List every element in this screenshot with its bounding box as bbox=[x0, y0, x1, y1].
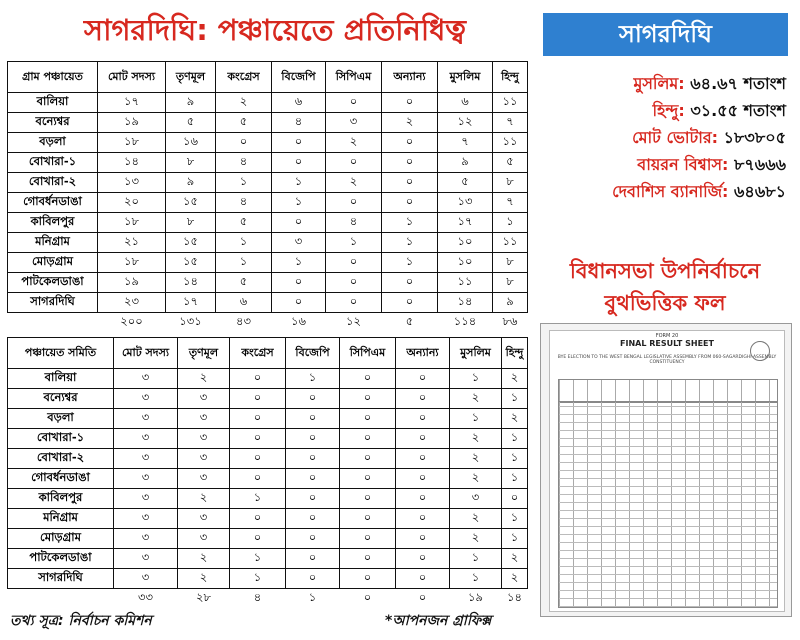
column-header: কংগ্রেস bbox=[216, 62, 272, 93]
table-cell: ৯ bbox=[438, 153, 493, 173]
column-header: মোট সদস্য bbox=[98, 62, 166, 93]
stat-label: হিন্দু: bbox=[652, 101, 685, 120]
stat-value: ১৮৩৮০৫ bbox=[723, 128, 786, 147]
table-cell: ১ bbox=[382, 253, 438, 273]
table-row bbox=[8, 253, 528, 273]
table-row bbox=[8, 469, 528, 489]
column-header: মুসলিম bbox=[450, 338, 502, 369]
table-cell: ০ bbox=[396, 409, 450, 429]
column-header: গ্রাম পঞ্চায়েত bbox=[8, 62, 98, 93]
table-cell: ১১ bbox=[438, 273, 493, 293]
table-cell: ৭ bbox=[493, 193, 528, 213]
table-header-row bbox=[8, 62, 528, 93]
total-cell bbox=[8, 313, 98, 333]
total-cell: ১৩১ bbox=[179, 314, 202, 328]
column-header: মোট সদস্য bbox=[114, 338, 178, 369]
table-row bbox=[8, 213, 528, 233]
table-cell: ০ bbox=[272, 213, 326, 233]
panchayat-samiti-table bbox=[7, 337, 528, 608]
column-header: অন্যান্য bbox=[396, 338, 450, 369]
table-cell: ৫ bbox=[216, 213, 272, 233]
table-cell: ০ bbox=[340, 409, 396, 429]
table-cell: ১৬ bbox=[166, 133, 216, 153]
total-cell: ৮৬ bbox=[502, 314, 518, 328]
table-cell: ০ bbox=[216, 133, 272, 153]
source-note: তথ্য সূত্র: নির্বাচন কমিশন bbox=[10, 613, 152, 629]
table-cell: ০ bbox=[396, 429, 450, 449]
table-cell: ০ bbox=[286, 469, 340, 489]
table-cell: ৩ bbox=[114, 449, 178, 469]
table-cell: ৩ bbox=[114, 369, 178, 389]
total-cell: ২৮ bbox=[196, 590, 211, 604]
table-cell: ০ bbox=[340, 489, 396, 509]
table-cell: ০ bbox=[396, 449, 450, 469]
page-title: সাগরদিঘি: পঞ্চায়েতে প্রতিনিধিত্ব bbox=[83, 13, 467, 47]
table-cell: ১৫ bbox=[166, 253, 216, 273]
table-cell: ০ bbox=[286, 509, 340, 529]
row-name-cell: মোড়গ্রাম bbox=[8, 529, 114, 549]
table-cell: ০ bbox=[326, 93, 382, 113]
table-cell: ১ bbox=[493, 213, 528, 233]
table-cell: ১ bbox=[502, 469, 528, 489]
table-cell: ০ bbox=[286, 429, 340, 449]
table-cell: ৩ bbox=[114, 409, 178, 429]
stat-value: ৮৭৬৬৬ bbox=[734, 155, 786, 174]
table-cell: ৩ bbox=[114, 549, 178, 569]
table-cell: ২ bbox=[178, 569, 230, 589]
totals-row bbox=[8, 589, 528, 609]
table-cell: ২ bbox=[450, 529, 502, 549]
total-cell: ১ bbox=[308, 590, 317, 604]
table-cell: ০ bbox=[382, 93, 438, 113]
row-name-cell: গোবর্ধনডাঙা bbox=[8, 469, 114, 489]
table-cell: ০ bbox=[396, 569, 450, 589]
total-cell: ১২ bbox=[346, 314, 361, 328]
table-cell: ১ bbox=[450, 549, 502, 569]
table-cell: ০ bbox=[272, 133, 326, 153]
result-sheet-grid bbox=[558, 401, 778, 608]
row-name-cell: কাবিলপুর bbox=[8, 489, 114, 509]
table-cell: ০ bbox=[396, 489, 450, 509]
table-row bbox=[8, 569, 528, 589]
result-sheet-page bbox=[549, 330, 785, 612]
table-cell: ২ bbox=[450, 449, 502, 469]
by-election-heading bbox=[540, 255, 790, 319]
stat-label: দেবাশিস ব্যানার্জি: bbox=[612, 182, 729, 201]
table-cell: ৩ bbox=[114, 469, 178, 489]
table-cell: ০ bbox=[396, 389, 450, 409]
table-row bbox=[8, 153, 528, 173]
table-cell: ২৩ bbox=[98, 293, 166, 313]
result-sheet-subtitle: BYE ELECTION TO THE WEST BENGAL LEGISLATIVE ASSEMBLY FROM 060-SAGARDIGHI ASSEMBLY CONSTITUENCY bbox=[557, 355, 777, 365]
table-cell: ০ bbox=[272, 293, 326, 313]
total-cell: ৩৩ bbox=[138, 590, 153, 604]
table-cell: ১১ bbox=[493, 233, 528, 253]
total-cell: ১৯ bbox=[468, 590, 483, 604]
table-cell: ০ bbox=[340, 529, 396, 549]
table-cell: ৩ bbox=[450, 489, 502, 509]
stat-value: ৩১.৫৫ শতাংশ bbox=[690, 101, 786, 120]
table-row bbox=[8, 233, 528, 253]
stat-label: বায়রন বিশ্বাস: bbox=[637, 155, 729, 174]
table-cell: ০ bbox=[396, 509, 450, 529]
table-cell: ৮ bbox=[493, 273, 528, 293]
table-cell: ১৭ bbox=[166, 293, 216, 313]
table-row bbox=[8, 273, 528, 293]
table-cell: ১৫ bbox=[166, 233, 216, 253]
table-cell: ১ bbox=[450, 369, 502, 389]
table-cell: ৫ bbox=[493, 153, 528, 173]
row-name-cell: পাটকেলডাঙা bbox=[8, 549, 114, 569]
table-cell: ০ bbox=[272, 153, 326, 173]
by-election-heading-line2: বুথভিত্তিক ফল bbox=[604, 291, 726, 315]
table-row bbox=[8, 529, 528, 549]
table-cell: ০ bbox=[396, 549, 450, 569]
row-name-cell: বোখারা-২ bbox=[8, 173, 98, 193]
seal-icon bbox=[750, 341, 770, 361]
stat-label: মুসলিম: bbox=[633, 74, 685, 93]
column-header: অন্যান্য bbox=[382, 62, 438, 93]
result-sheet-image bbox=[540, 323, 792, 617]
total-cell bbox=[8, 589, 114, 609]
table-cell: ১ bbox=[502, 529, 528, 549]
table-cell: ৩ bbox=[114, 529, 178, 549]
table-cell: ০ bbox=[340, 429, 396, 449]
table-row bbox=[8, 449, 528, 469]
table-cell: ৪ bbox=[272, 113, 326, 133]
table-cell: ৩ bbox=[178, 469, 230, 489]
column-header: সিপিএম bbox=[340, 338, 396, 369]
total-cell: ২০০ bbox=[120, 314, 143, 328]
table-cell: ০ bbox=[382, 133, 438, 153]
table-cell: ০ bbox=[230, 429, 286, 449]
row-name-cell: সাগরদিঘি bbox=[8, 569, 114, 589]
table-cell: ০ bbox=[286, 389, 340, 409]
table-cell: ১৫ bbox=[166, 193, 216, 213]
table-cell: ০ bbox=[230, 389, 286, 409]
table-cell: ২ bbox=[502, 369, 528, 389]
table-cell: ৩ bbox=[178, 449, 230, 469]
table-row bbox=[8, 389, 528, 409]
row-name-cell: বোখারা-১ bbox=[8, 153, 98, 173]
table-cell: ০ bbox=[230, 509, 286, 529]
table-cell: ১ bbox=[272, 173, 326, 193]
table-cell: ১ bbox=[502, 429, 528, 449]
table-cell: ৮ bbox=[493, 173, 528, 193]
table-cell: ৩ bbox=[178, 409, 230, 429]
table-cell: ০ bbox=[396, 529, 450, 549]
table-cell: ২ bbox=[178, 489, 230, 509]
table-cell: ৩ bbox=[178, 429, 230, 449]
row-name-cell: সাগরদিঘি bbox=[8, 293, 98, 313]
table-cell: ০ bbox=[286, 409, 340, 429]
table-header-row bbox=[8, 338, 528, 369]
table-cell: ১৩ bbox=[98, 173, 166, 193]
table-cell: ০ bbox=[396, 369, 450, 389]
table-cell: ২ bbox=[450, 509, 502, 529]
table-cell: ৭ bbox=[493, 113, 528, 133]
table-cell: ১ bbox=[272, 193, 326, 213]
total-cell: ০ bbox=[363, 590, 372, 604]
table-cell: ৩ bbox=[272, 233, 326, 253]
table-cell: ২ bbox=[450, 469, 502, 489]
row-name-cell: বোখারা-১ bbox=[8, 429, 114, 449]
table-cell: ০ bbox=[230, 369, 286, 389]
table-cell: ৮ bbox=[166, 213, 216, 233]
table-cell: ১ bbox=[230, 569, 286, 589]
table-cell: ১৪ bbox=[98, 153, 166, 173]
table-cell: ১ bbox=[216, 233, 272, 253]
table-cell: ১০ bbox=[438, 253, 493, 273]
table-cell: ১৯ bbox=[98, 113, 166, 133]
table-cell: ১৭ bbox=[438, 213, 493, 233]
table-cell: ১ bbox=[286, 369, 340, 389]
table-row bbox=[8, 489, 528, 509]
table-cell: ০ bbox=[382, 193, 438, 213]
table-cell: ০ bbox=[502, 489, 528, 509]
table-cell: ০ bbox=[326, 193, 382, 213]
row-name-cell: বন্যেশ্বর bbox=[8, 389, 114, 409]
table-cell: ১ bbox=[326, 233, 382, 253]
table-cell: ৫ bbox=[166, 113, 216, 133]
table-row bbox=[8, 193, 528, 213]
table-row bbox=[8, 429, 528, 449]
table-cell: ১ bbox=[382, 213, 438, 233]
table-cell: ১৯ bbox=[98, 273, 166, 293]
table-cell: ০ bbox=[340, 369, 396, 389]
table-cell: ২০ bbox=[98, 193, 166, 213]
gram-panchayat-table bbox=[7, 61, 528, 332]
table-cell: ২ bbox=[502, 409, 528, 429]
table-row bbox=[8, 293, 528, 313]
table-cell: ০ bbox=[230, 529, 286, 549]
result-sheet-title: FINAL RESULT SHEET bbox=[620, 339, 714, 348]
table-cell: ২ bbox=[178, 549, 230, 569]
totals-row bbox=[8, 313, 528, 333]
table-cell: ৫ bbox=[216, 113, 272, 133]
stat-label: মোট ভোটার: bbox=[632, 128, 719, 147]
table-cell: ৪ bbox=[216, 193, 272, 213]
table-cell: ০ bbox=[340, 449, 396, 469]
table-cell: ১ bbox=[502, 449, 528, 469]
table-cell: ১১ bbox=[493, 133, 528, 153]
table-cell: ১ bbox=[230, 489, 286, 509]
column-header: হিন্দু bbox=[502, 338, 528, 369]
row-name-cell: মনিগ্রাম bbox=[8, 233, 98, 253]
table-cell: ২ bbox=[382, 113, 438, 133]
table-cell: ৩ bbox=[114, 509, 178, 529]
stat-muslim bbox=[546, 70, 786, 97]
stat-bayron-biswas bbox=[546, 151, 786, 178]
table-cell: ৩ bbox=[178, 389, 230, 409]
table-cell: ০ bbox=[340, 569, 396, 589]
table-cell: ১৪ bbox=[166, 273, 216, 293]
table-cell: ৭ bbox=[438, 133, 493, 153]
table-cell: ১ bbox=[502, 509, 528, 529]
table-cell: ০ bbox=[382, 293, 438, 313]
table-cell: ০ bbox=[326, 273, 382, 293]
total-cell: ১৪ bbox=[507, 590, 522, 604]
by-election-heading-line1: বিধানসভা উপনির্বাচনে bbox=[569, 259, 761, 283]
table-cell: ০ bbox=[230, 449, 286, 469]
stat-hindu bbox=[546, 97, 786, 124]
table-cell: ১ bbox=[230, 549, 286, 569]
row-name-cell: বড়লা bbox=[8, 133, 98, 153]
table-cell: ১১ bbox=[493, 93, 528, 113]
table-cell: ১ bbox=[450, 409, 502, 429]
table-cell: ০ bbox=[340, 389, 396, 409]
table-cell: ০ bbox=[382, 173, 438, 193]
table-cell: ১০ bbox=[438, 233, 493, 253]
table-cell: ৪ bbox=[216, 153, 272, 173]
table-cell: ২ bbox=[502, 569, 528, 589]
table-row bbox=[8, 113, 528, 133]
table-cell: ৩ bbox=[326, 113, 382, 133]
total-cell: ১১৪ bbox=[453, 314, 477, 328]
table-cell: ৫ bbox=[438, 173, 493, 193]
table-cell: ২১ bbox=[98, 233, 166, 253]
table-cell: ১৩ bbox=[438, 193, 493, 213]
table-cell: ৯ bbox=[493, 293, 528, 313]
row-name-cell: বড়লা bbox=[8, 409, 114, 429]
table-cell: ৮ bbox=[493, 253, 528, 273]
graphics-credit: *আপনজন গ্রাফিক্স bbox=[385, 613, 492, 629]
total-cell: ৪ bbox=[253, 590, 262, 604]
table-cell: ২ bbox=[216, 93, 272, 113]
total-cell: ৪৩ bbox=[236, 314, 251, 328]
table-cell: ২ bbox=[178, 369, 230, 389]
column-header: কংগ্রেস bbox=[230, 338, 286, 369]
total-cell: ৫ bbox=[405, 314, 414, 328]
table-cell: ৪ bbox=[326, 213, 382, 233]
column-header: সিপিএম bbox=[326, 62, 382, 93]
table-row bbox=[8, 509, 528, 529]
table-cell: ০ bbox=[396, 469, 450, 489]
table-cell: ১৮ bbox=[98, 213, 166, 233]
row-name-cell: পাটকেলডাঙা bbox=[8, 273, 98, 293]
table-cell: ২ bbox=[450, 429, 502, 449]
constituency-stats bbox=[546, 70, 786, 205]
table-cell: ২ bbox=[326, 133, 382, 153]
table-cell: ৯ bbox=[166, 93, 216, 113]
table-cell: ০ bbox=[326, 153, 382, 173]
table-cell: ১ bbox=[216, 253, 272, 273]
table-cell: ৫ bbox=[216, 273, 272, 293]
result-sheet-header-row bbox=[558, 379, 778, 403]
table-cell: ২ bbox=[450, 389, 502, 409]
total-cell: ০ bbox=[418, 590, 427, 604]
table-cell: ১২ bbox=[438, 113, 493, 133]
table-cell: ১৮ bbox=[98, 253, 166, 273]
row-name-cell: বোখারা-২ bbox=[8, 449, 114, 469]
row-name-cell: গোবর্ধনডাঙা bbox=[8, 193, 98, 213]
column-header: বিজেপি bbox=[272, 62, 326, 93]
table-cell: ০ bbox=[286, 489, 340, 509]
table-cell: ০ bbox=[286, 569, 340, 589]
total-cell: ১৬ bbox=[291, 314, 306, 328]
table-cell: ০ bbox=[230, 409, 286, 429]
table-cell: ১ bbox=[382, 233, 438, 253]
table-cell: ০ bbox=[382, 273, 438, 293]
table-row bbox=[8, 93, 528, 113]
table-cell: ৩ bbox=[114, 429, 178, 449]
table-cell: ১৮ bbox=[98, 133, 166, 153]
table-cell: ০ bbox=[382, 153, 438, 173]
table-cell: ০ bbox=[340, 469, 396, 489]
table-cell: ১৪ bbox=[438, 293, 493, 313]
table-cell: ১ bbox=[272, 253, 326, 273]
row-name-cell: বালিয়া bbox=[8, 369, 114, 389]
table-cell: ০ bbox=[326, 253, 382, 273]
column-header: বিজেপি bbox=[286, 338, 340, 369]
table-cell: ১৭ bbox=[98, 93, 166, 113]
table-cell: ৩ bbox=[178, 529, 230, 549]
table-cell: ০ bbox=[340, 549, 396, 569]
table-cell: ০ bbox=[230, 469, 286, 489]
table-cell: ০ bbox=[340, 509, 396, 529]
table-cell: ০ bbox=[326, 293, 382, 313]
constituency-banner: সাগরদিঘি bbox=[543, 13, 788, 56]
table-cell: ০ bbox=[286, 449, 340, 469]
table-row bbox=[8, 133, 528, 153]
row-name-cell: বালিয়া bbox=[8, 93, 98, 113]
table-cell: ৩ bbox=[114, 389, 178, 409]
stat-value: ৬৪.৬৭ শতাংশ bbox=[690, 74, 786, 93]
stat-value: ৬৪৬৮১ bbox=[734, 182, 786, 201]
column-header: মুসলিম bbox=[438, 62, 493, 93]
table-cell: ৩ bbox=[178, 509, 230, 529]
table-cell: ৯ bbox=[166, 173, 216, 193]
table-cell: ৬ bbox=[272, 93, 326, 113]
stat-total-voters bbox=[546, 124, 786, 151]
table-row bbox=[8, 549, 528, 569]
table-cell: ৩ bbox=[114, 569, 178, 589]
row-name-cell: বন্যেশ্বর bbox=[8, 113, 98, 133]
table-cell: ১ bbox=[216, 173, 272, 193]
table-row bbox=[8, 409, 528, 429]
row-name-cell: কাবিলপুর bbox=[8, 213, 98, 233]
column-header: তৃণমূল bbox=[166, 62, 216, 93]
table-cell: ০ bbox=[272, 273, 326, 293]
table-cell: ২ bbox=[502, 549, 528, 569]
result-sheet-form-label: FORM 20 bbox=[655, 333, 679, 339]
table-cell: ৬ bbox=[216, 293, 272, 313]
column-header: হিন্দু bbox=[493, 62, 528, 93]
table-cell: ৬ bbox=[438, 93, 493, 113]
column-header: তৃণমূল bbox=[178, 338, 230, 369]
table-cell: ১ bbox=[450, 569, 502, 589]
row-name-cell: মনিগ্রাম bbox=[8, 509, 114, 529]
row-name-cell: মোড়গ্রাম bbox=[8, 253, 98, 273]
table-cell: ১ bbox=[502, 389, 528, 409]
table-cell: ২ bbox=[326, 173, 382, 193]
table-row bbox=[8, 369, 528, 389]
stat-debasish-banerjee bbox=[546, 178, 786, 205]
table-cell: ০ bbox=[286, 529, 340, 549]
table-row bbox=[8, 173, 528, 193]
table-cell: ৮ bbox=[166, 153, 216, 173]
table-cell: ০ bbox=[286, 549, 340, 569]
table-cell: ৩ bbox=[114, 489, 178, 509]
column-header: পঞ্চায়েত সমিতি bbox=[8, 338, 114, 369]
